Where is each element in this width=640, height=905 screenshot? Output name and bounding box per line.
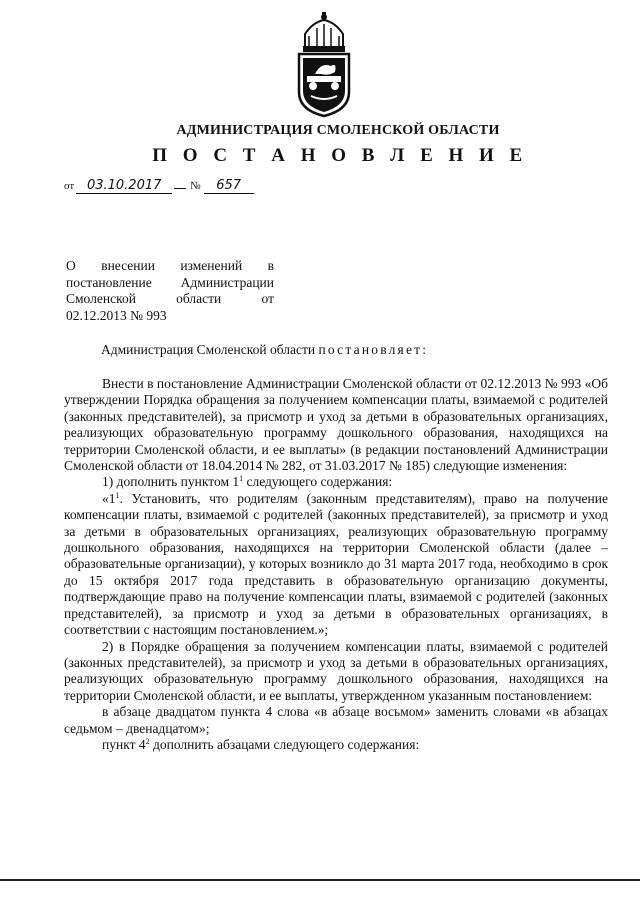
text-fragment: «1 bbox=[102, 490, 116, 506]
text-fragment: дополнить абзацами следующего содержания: bbox=[149, 736, 420, 752]
paragraph-item-2: 2) в Порядке обращения за получением компенсации платы, взимаемой с родителей (законных представителей), за присмотр и уход за детьми в образовательных организациях, реализующих образовательную программу дошкольного образования, находящихся на территории Смоленской области, и ее выплаты, утвержденном указанным постановлением: bbox=[64, 638, 608, 703]
paragraph-clause-1-1 bbox=[64, 491, 608, 639]
superscript: 1 bbox=[115, 490, 120, 500]
superscript: 2 bbox=[145, 736, 150, 746]
subject-line: 02.12.2013 № 993 bbox=[66, 307, 167, 323]
text-fragment: . Установить, что родителям (законным представителям), право на получение компенсации платы, взимаемой с родителей (законных представителей), за присмотр и уход за детьми в образовательных организациях, реализующих образовательную программу дошкольного образования, находящихся на территории Смоленской области (далее – образовательные организации), у которых возникло до 31 марта 2017 года, необходимо в срок до 15 октября 2017 года представить в образовательную организацию документы, подтверждающие право на получение компенсации платы, взимаемой с родителей (законных представителей), за присмотр и уход за детьми в образовательных организациях, в соответствии с настоящим постановлением.»; bbox=[64, 490, 608, 638]
intro-decree-word: постановляет: bbox=[318, 342, 429, 357]
text-fragment: 1) дополнить пунктом 1 bbox=[102, 474, 240, 490]
date-underline bbox=[174, 188, 186, 189]
text-fragment: следующего содержания: bbox=[243, 474, 393, 490]
agency-name: АДМИНИСТРАЦИЯ СМОЛЕНСКОЙ ОБЛАСТИ bbox=[176, 123, 500, 138]
document-date: 03.10.2017 bbox=[76, 178, 172, 194]
intro-text: Администрация Смоленской области bbox=[101, 342, 316, 357]
coat-of-arms-icon bbox=[291, 12, 357, 120]
date-number-line bbox=[64, 178, 254, 194]
subject-line: Смоленской области от bbox=[66, 291, 274, 306]
paragraph-main: Внести в постановление Администрации Смоленской области от 02.12.2013 № 993 «Об утверждении Порядка обращения за получением компенсации платы, взимаемой с родителей (законных представителей), за присмотр и уход за детьми в образовательных организациях, реализующих образовательную программу дошкольного образования, находящихся на территории Смоленской области, и ее выплаты» (в редакции постановлений Администрации Смоленской области от 18.04.2014 № 282, от 31.03.2017 № 185) следующие изменения: bbox=[64, 376, 608, 474]
document-type: П О С Т А Н О В Л Е Н И Е bbox=[152, 145, 528, 166]
document-number: 657 bbox=[204, 178, 254, 194]
paragraph-sub-1: в абзаце двадцатом пункта 4 слова «в абзаце восьмом» заменить словами «в абзацах седьмом – двенадцатом»; bbox=[64, 704, 608, 736]
subject-line: О внесении изменений в bbox=[66, 258, 274, 273]
number-label: № bbox=[190, 180, 201, 192]
document-subject bbox=[66, 258, 274, 324]
superscript: 1 bbox=[239, 474, 244, 484]
date-label: от bbox=[64, 180, 75, 192]
text-fragment: пункт 4 bbox=[102, 736, 146, 752]
paragraph-sub-2 bbox=[64, 737, 608, 753]
resolution-intro bbox=[101, 342, 428, 358]
subject-line: постановление Администрации bbox=[66, 274, 274, 290]
paragraph-item-1 bbox=[64, 474, 608, 490]
scan-edge-line bbox=[0, 879, 640, 881]
document-body bbox=[64, 376, 608, 753]
